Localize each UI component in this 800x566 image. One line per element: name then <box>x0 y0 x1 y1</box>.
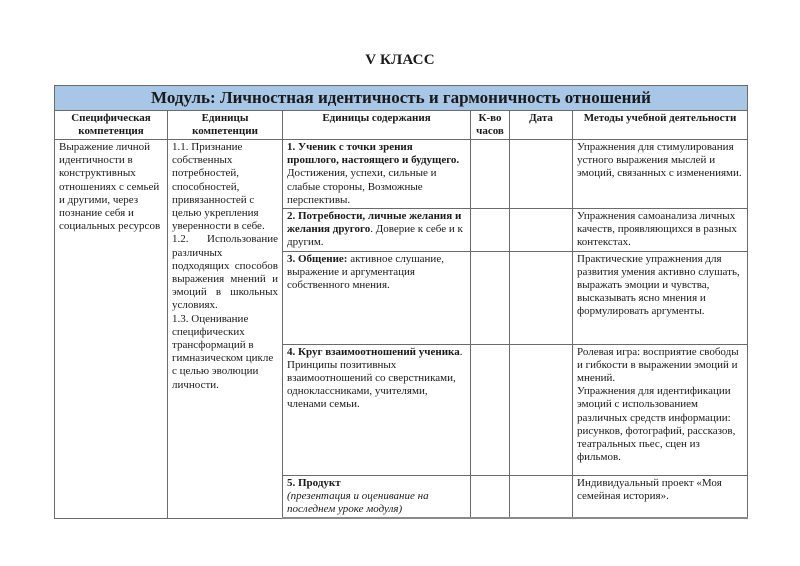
content-topic: 4. Круг взаимоотношений ученика <box>287 345 460 358</box>
content-topic: 1. Ученик с точки зрения прошлого, настоящего и будущего. <box>287 141 460 167</box>
hours-cell[interactable] <box>471 344 510 475</box>
content-description: Достижения, успехи, сильные и слабые стороны, Возможные перспективы. <box>287 167 437 206</box>
col-header-specific-competence: Специфическая компетенция <box>55 111 168 140</box>
competence-unit: 1.2. Использование различных подходящих способов выражения мнений и эмоций в школьных условиях. <box>172 233 278 312</box>
content-topic: 5. Продукт <box>287 476 341 489</box>
module-title: Модуль: Личностная идентичность и гармоничность отношений <box>55 86 748 111</box>
competence-unit: 1.1. Признание собственных потребностей, способностей, привязанностей с целью укрепления уверенности в себе. <box>172 141 265 233</box>
method-item: Ролевая игра: восприятие свободы и гибкости в выражении эмоций и мнений. <box>577 345 739 385</box>
methods-cell: Упражнения самоанализа личных качеств, проявляющихся в разных контекстах. <box>573 209 748 252</box>
methods-cell <box>573 344 748 475</box>
content-description: активное слушание, выражение и аргументация собственного мнения. <box>287 252 444 292</box>
content-cell <box>283 140 471 209</box>
curriculum-table <box>54 85 748 519</box>
content-topic: 3. Общение: <box>287 252 348 265</box>
col-header-competence-units: Единицы компетенции <box>168 111 283 140</box>
content-description: . Принципы позитивных взаимоотношений со сверстниками, одноклассниками, учителями, членами семьи. <box>287 345 463 411</box>
content-cell <box>283 344 471 475</box>
content-description: (презентация и оценивание на последнем уроке модуля) <box>287 489 429 516</box>
method-item: Упражнения для идентификации эмоций с использованием различных средств информации: рисунков, фотографий, рассказов, театральных пьес, сцен из фильмов. <box>577 385 736 464</box>
methods-cell: Индивидуальный проект «Моя семейная история». <box>573 475 748 518</box>
date-cell[interactable] <box>510 475 573 518</box>
module-header-row <box>55 86 748 111</box>
table-row <box>55 140 748 209</box>
column-header-row <box>55 111 748 140</box>
content-description: . Доверие к себе и к другим. <box>287 223 463 249</box>
competence-unit: 1.3. Оценивание специфических трансформаций в гимназическом цикле с целью эволюции личности. <box>172 312 274 391</box>
specific-competence-text: Выражение личной идентичности в конструктивных отношениях с семьей и другими, через познание себя и социальных ресурсов <box>59 141 161 233</box>
content-topic: 2. Потребности, личные желания и желания другого <box>287 210 462 236</box>
date-cell[interactable] <box>510 344 573 475</box>
content-cell <box>283 251 471 344</box>
hours-cell[interactable] <box>471 140 510 209</box>
col-header-date: Дата <box>510 111 573 140</box>
col-header-content-units: Единицы содержания <box>283 111 471 140</box>
hours-cell[interactable] <box>471 251 510 344</box>
methods-cell: Практические упражнения для развития умения активно слушать, выражать эмоции и чувства, высказывать ясно мнения и формулировать аргументы. <box>573 251 748 344</box>
page-title: V КЛАСС <box>365 52 435 68</box>
methods-cell: Упражнения для стимулирования устного выражения мыслей и эмоций, связанных с изменениями. <box>573 140 748 209</box>
hours-cell[interactable] <box>471 209 510 252</box>
competence-units-cell <box>168 140 283 519</box>
content-cell <box>283 209 471 252</box>
hours-cell[interactable] <box>471 475 510 518</box>
content-cell <box>283 475 471 518</box>
date-cell[interactable] <box>510 209 573 252</box>
date-cell[interactable] <box>510 251 573 344</box>
specific-competence-cell <box>55 140 168 519</box>
date-cell[interactable] <box>510 140 573 209</box>
col-header-methods: Методы учебной деятельности <box>573 111 748 140</box>
col-header-hours: К-во часов <box>471 111 510 140</box>
